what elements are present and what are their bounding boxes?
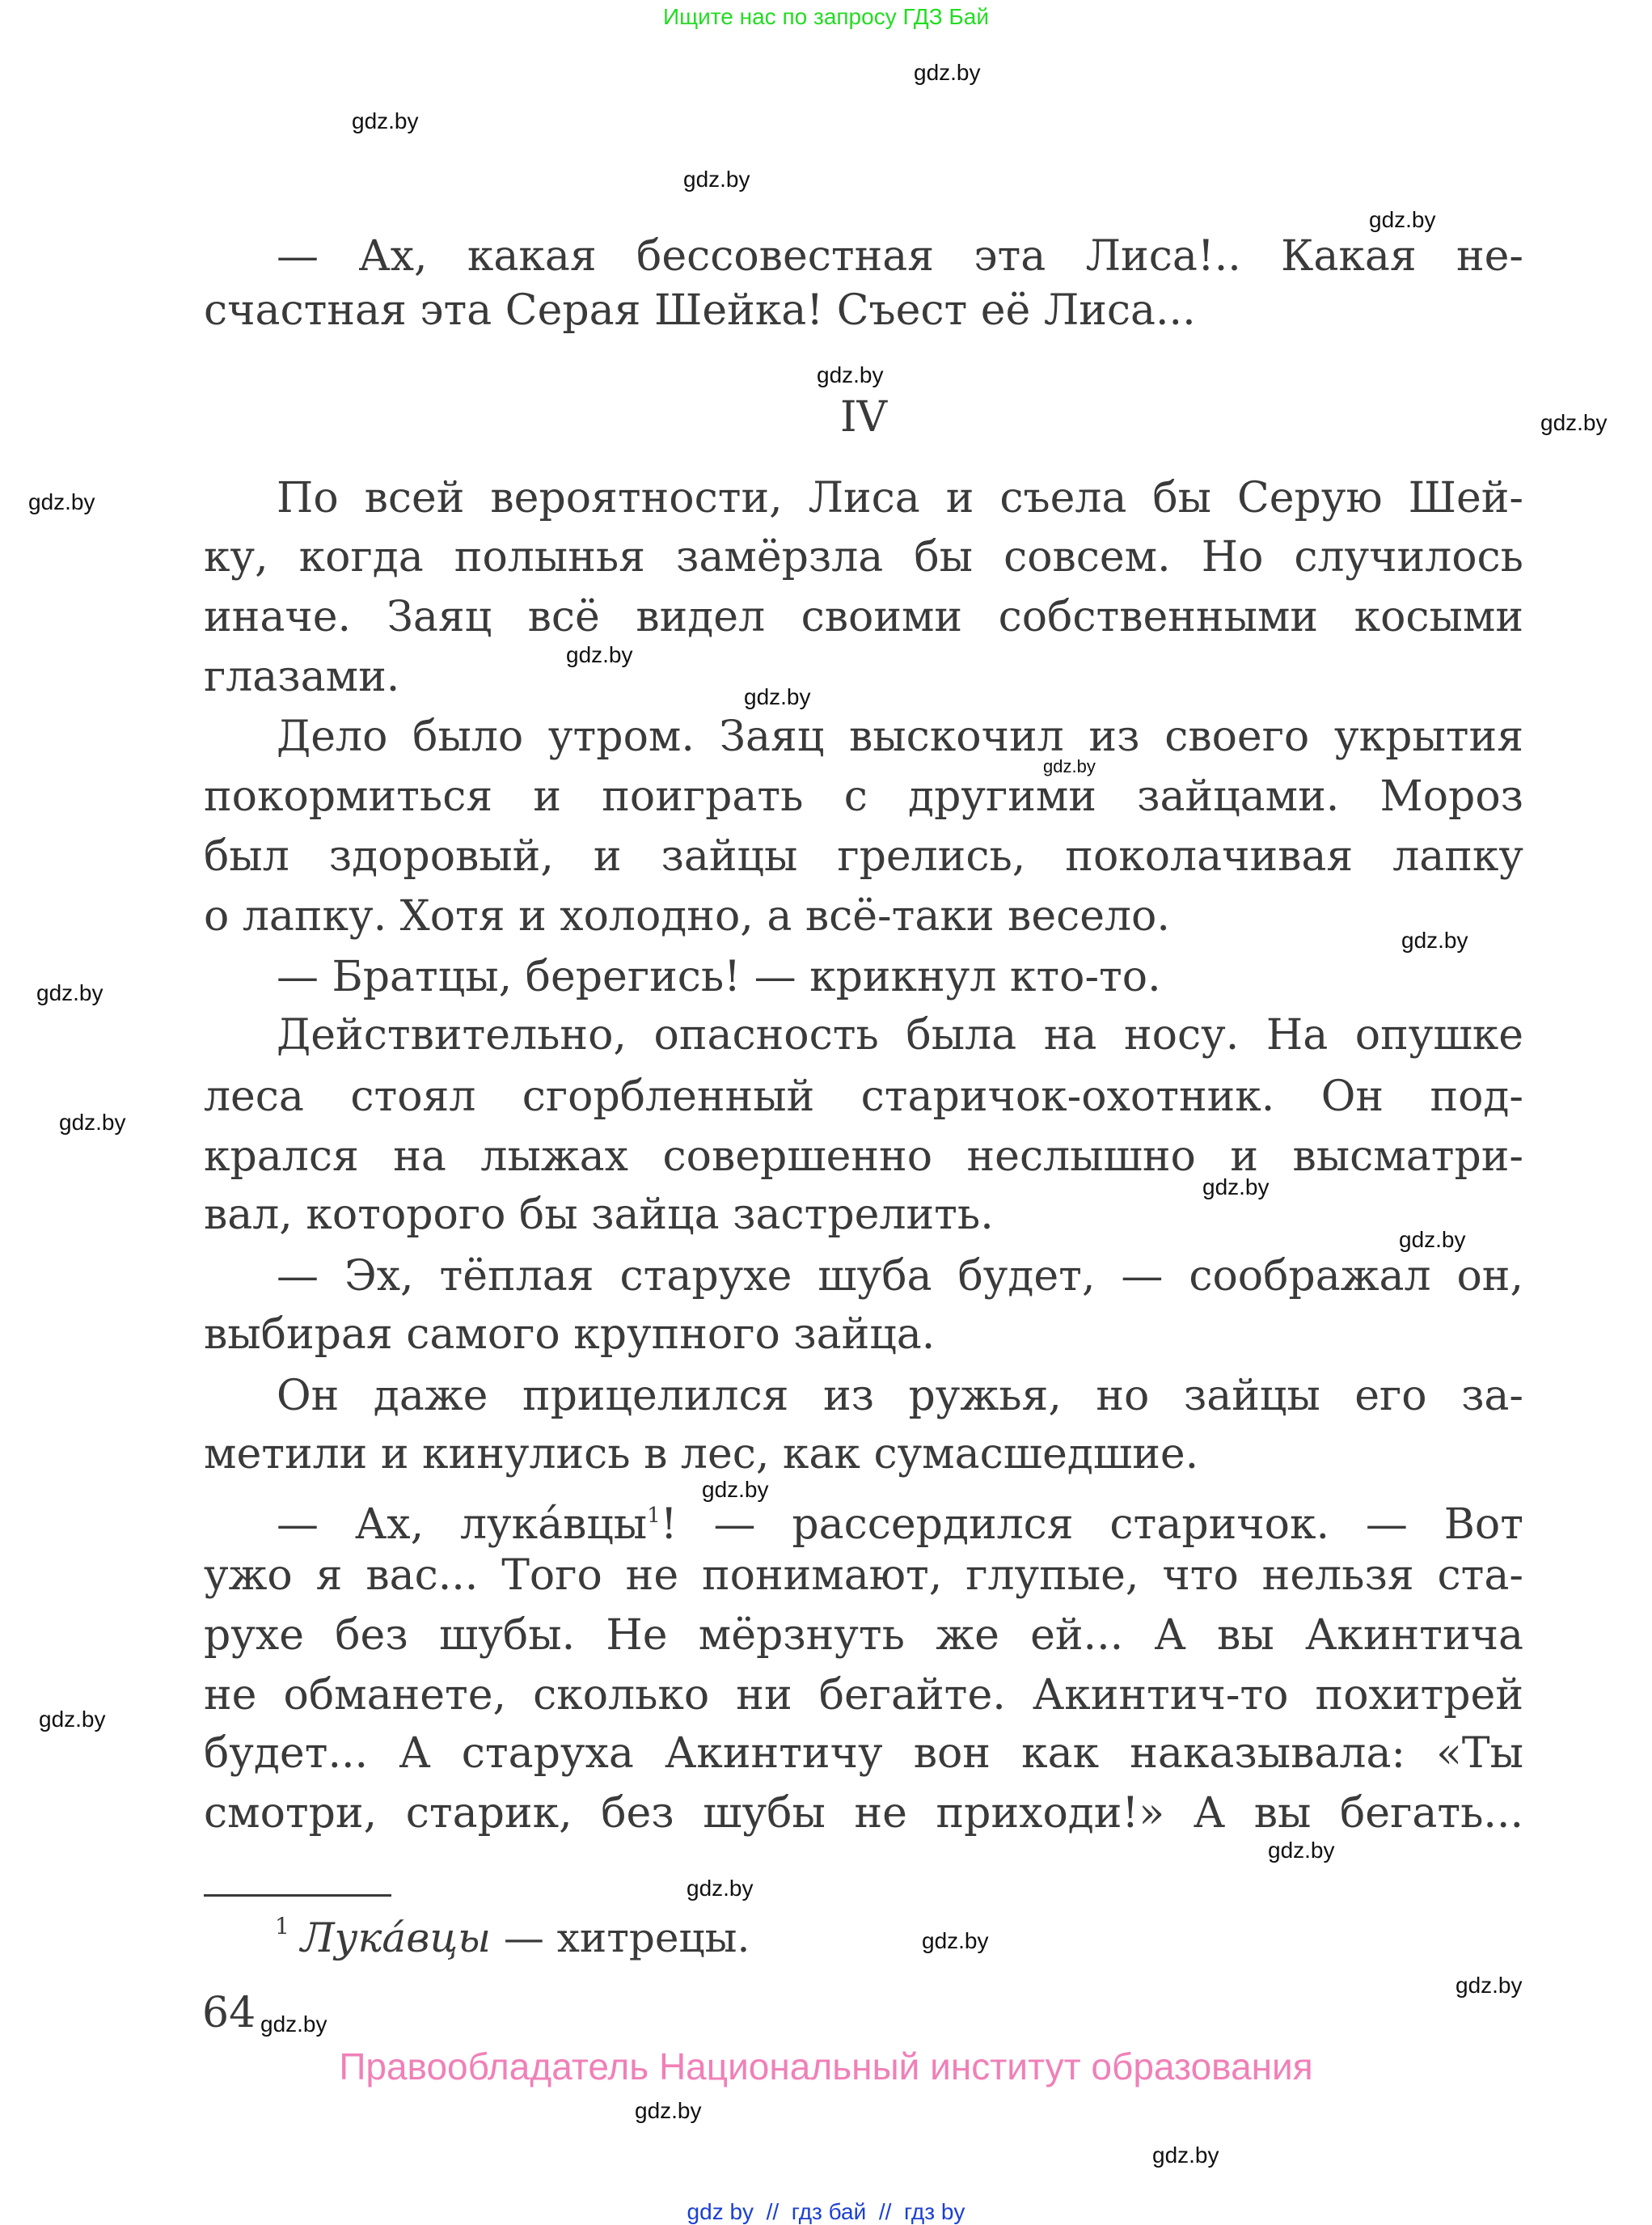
watermark: gdz.by [683, 167, 750, 192]
watermark: gdz.by [1401, 928, 1468, 953]
footnote [275, 1913, 750, 1961]
footer-links [0, 2199, 1652, 2225]
watermark: gdz.by [1540, 410, 1608, 435]
rights-holder-notice: Правообладатель Национальный институт образования [339, 2045, 1313, 2088]
text-line: рухе без шубы. Не мёрзнуть же ей... А вы Акинтича [204, 1611, 1523, 1660]
watermark: gdz.by [922, 1928, 989, 1953]
footnote-definition: — хитрецы. [490, 1914, 750, 1961]
text-line: о лапку. Хотя и холодно, а всё-таки весело. [204, 892, 1170, 941]
text-line: был здоровый, и зайцы грелись, поколачивая лапку [204, 832, 1523, 881]
text-line: ку, когда полынья замёрзла бы совсем. Но случилось [204, 533, 1523, 582]
text-line: крался на лыжах совершенно неслышно и высматри- [204, 1132, 1523, 1181]
watermark: gdz.by [687, 1876, 754, 1901]
watermark: gdz.by [635, 2098, 702, 2123]
search-hint-banner: Ищите нас по запросу ГДЗ Бай [662, 4, 990, 29]
text-line: глазами. [204, 653, 400, 701]
watermark: gdz.by [28, 489, 95, 514]
text-line: Действительно, опасность была на носу. На опушке [277, 1011, 1523, 1060]
text-line: леса стоял сгорбленный старичок-охотник. Он под- [204, 1072, 1523, 1121]
watermark: gdz.by [1268, 1838, 1335, 1863]
text-line: вал, которого бы зайца застрелить. [204, 1191, 994, 1239]
watermark: gdz.by [817, 362, 884, 387]
watermark: gdz.by [1043, 756, 1096, 776]
watermark: gdz.by [914, 60, 981, 85]
watermark: gdz.by [702, 1477, 769, 1502]
text-line: — Эх, тёплая старухе шуба будет, — соображал он, [277, 1252, 1523, 1301]
text-line: Он даже прицелился из ружья, но зайцы его за- [277, 1372, 1523, 1420]
watermark: gdz.by [39, 1707, 106, 1732]
watermark: gdz.by [352, 108, 419, 133]
text-segment: ! — рассердился старичок. — Вот [660, 1500, 1523, 1549]
text-line: метили и кинулись в лес, как сумасшедшие. [204, 1430, 1199, 1478]
footnote-reference[interactable]: 1 [647, 1504, 661, 1528]
watermark: gdz.by [1399, 1227, 1466, 1252]
watermark: gdz.by [1202, 1174, 1270, 1199]
text-line: покормиться и поиграть с другими зайцами. Мороз [204, 772, 1523, 821]
text-line: не обманете, сколько ни бегайте. Акинтич-то похитрей [204, 1671, 1523, 1720]
footnote-term: Лука́вцы [300, 1914, 491, 1961]
section-heading: IV [839, 393, 888, 442]
text-line: будет... А старуха Акинтичу вон как наказывала: «Ты [204, 1729, 1523, 1778]
text-line: иначе. Заяц всё видел своими собственными косыми [204, 593, 1523, 641]
footnote-mark: 1 [275, 1913, 289, 1939]
text-line: — Братцы, берегись! — крикнул кто-то. [277, 953, 1161, 1001]
text-line: Дело было утром. Заяц выскочил из своего укрытия [277, 713, 1523, 761]
text-line: — Ах, какая бессовестная эта Лиса!.. Какая не- [277, 232, 1523, 281]
footer-link-gdz-by-cyr[interactable]: гдз by [903, 2199, 965, 2224]
text-line: ужо я вас... Того не понимают, глупые, что нельзя ста- [204, 1551, 1523, 1600]
watermark: gdz.by [260, 2011, 327, 2037]
footer-link-gdz-by[interactable]: gdz by [687, 2199, 754, 2224]
footnote-divider [204, 1894, 391, 1897]
separator: // [766, 2199, 780, 2224]
text-line: По всей вероятности, Лиса и съела бы Серую Шей- [277, 474, 1523, 522]
watermark: gdz.by [744, 684, 811, 709]
text-segment: — Ах, лука́вцы [277, 1500, 648, 1549]
text-line: счастная эта Серая Шейка! Съест её Лиса... [204, 286, 1196, 335]
watermark: gdz.by [566, 642, 633, 667]
text-line: выбирая самого крупного зайца. [204, 1310, 936, 1359]
text-line-with-footnote [204, 1486, 1523, 1555]
watermark: gdz.by [36, 980, 104, 1005]
watermark: gdz.by [1369, 207, 1436, 232]
footer-link-gdz-bai[interactable]: гдз бай [791, 2199, 867, 2224]
watermark: gdz.by [1152, 2143, 1219, 2168]
page-number: 64 [202, 1989, 256, 2037]
separator: // [878, 2199, 892, 2224]
watermark: gdz.by [59, 1110, 126, 1135]
watermark: gdz.by [1456, 1973, 1523, 1998]
text-line: смотри, старик, без шубы не приходи!» А вы бегать... [204, 1789, 1523, 1838]
